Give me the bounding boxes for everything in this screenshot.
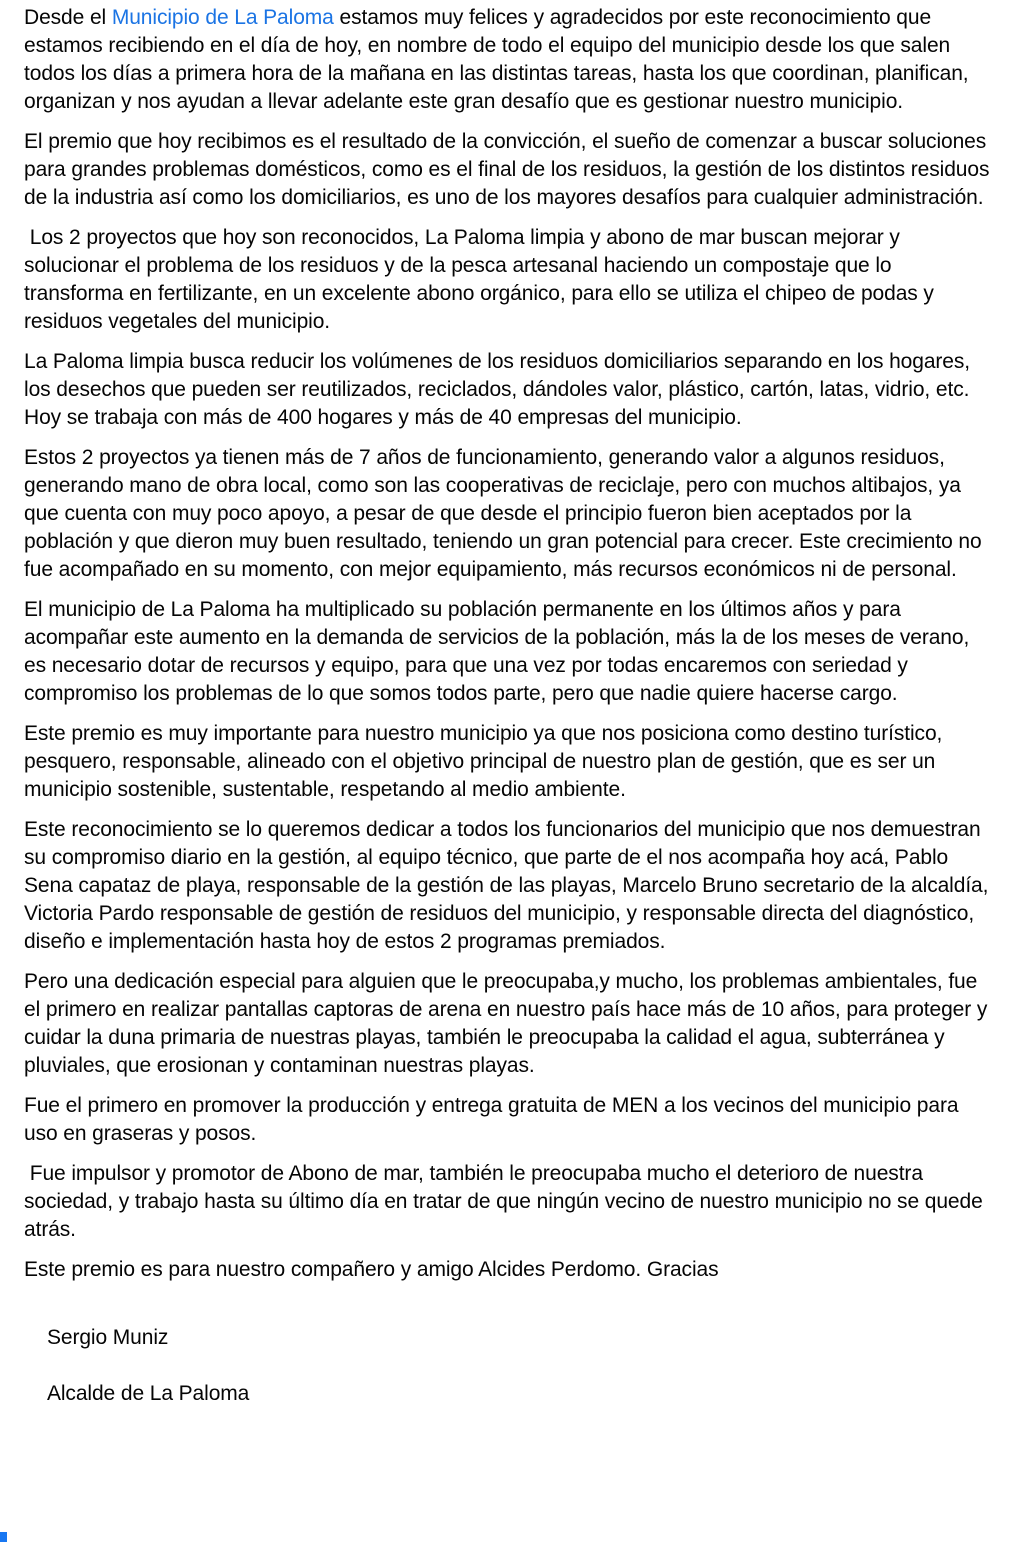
post-paragraph: Este reconocimiento se lo queremos dedicar a todos los funcionarios del municipio que nos demuestran su compromiso diario en la gestión, al equipo técnico, que parte de el nos acompaña hoy acá, Pablo Sena capataz de playa, responsable de la gestión de las playas, Marcelo Bruno secretario de la alcaldía, Victoria Pardo responsable de gestión de residuos del municipio, y responsable directa del diagnóstico, diseño e implementación hasta hoy de estos 2 programas premiados.	[24, 818, 995, 953]
signature-name: Sergio Muniz	[46, 1326, 169, 1349]
municipio-page-link[interactable]: Municipio de La Paloma	[111, 6, 334, 29]
post-paragraph: Estos 2 proyectos ya tienen más de 7 años de funcionamiento, generando valor a algunos residuos, generando mano de obra local, como son las cooperativas de reciclaje, pero con muchos altibajos, ya que cuenta con muy poco apoyo, a pesar de que desde el principio fueron bien aceptados por la población y que dieron muy buen resultado, teniendo un gran potencial para crecer. Este crecimiento no fue acompañado en su momento, con mejor equipamiento, más recursos económicos ni de personal.	[24, 446, 988, 581]
post-paragraph: Este premio es para nuestro compañero y amigo Alcides Perdomo. Gracias	[24, 1258, 719, 1281]
post-paragraph: Fue impulsor y promotor de Abono de mar, también le preocupaba mucho el deterioro de nuestra sociedad, y trabajo hasta su último día en tratar de que ningún vecino de nuestro municipio no se quede atrás.	[24, 1162, 989, 1241]
post-paragraph: Pero una dedicación especial para alguien que le preocupaba,y mucho, los problemas ambientales, fue el primero en realizar pantallas captoras de arena en nuestro país hace más de 10 años, para proteger y cuidar la duna primaria de nuestras playas, también le preocupaba la calidad el agua, subterránea y pluviales, que erosionan y contaminan nuestras playas.	[24, 970, 994, 1077]
intro-prefix-text: Desde el	[24, 6, 112, 29]
post-paragraph: Los 2 proyectos que hoy son reconocidos, La Paloma limpia y abono de mar buscan mejorar y solucionar el problema de los residuos y de la pesca artesanal haciendo un compostaje que lo transforma en fertilizante, en un excelente abono orgánico, para ello se utiliza el chipeo de podas y residuos vegetales del municipio.	[24, 226, 940, 333]
post-paragraph: Fue el primero en promover la producción y entrega gratuita de MEN a los vecinos del municipio para uso en graseras y posos.	[24, 1094, 965, 1145]
post-signature	[24, 1296, 992, 1436]
post-paragraph-intro	[24, 4, 992, 116]
post-paragraph: Este premio es muy importante para nuestro municipio ya que nos posiciona como destino turístico, pesquero, responsable, alineado con el objetivo principal de nuestro plan de gestión, que es ser un municipio sostenible, sustentable, respetando al medio ambiente.	[24, 722, 949, 801]
post-paragraph: El premio que hoy recibimos es el resultado de la convicción, el sueño de comenzar a buscar soluciones para grandes problemas domésticos, como es el final de los residuos, la gestión de los distintos residuos de la industria así como los domiciliarios, es uno de los mayores desafíos para cualquier administración.	[24, 130, 996, 209]
cutoff-blue-link-fragment[interactable]	[0, 1532, 7, 1542]
post-paragraph: El municipio de La Paloma ha multiplicado su población permanente en los últimos años y para acompañar este aumento en la demanda de servicios de la población, más la de los meses de verano, es necesario dotar de recursos y equipo, para que una vez por todas encaremos con seriedad y compromiso los problemas de lo que somos todos parte, pero que nadie quiere hacerse cargo.	[24, 598, 975, 705]
signature-title: Alcalde de La Paloma	[46, 1382, 250, 1405]
post-paragraph: La Paloma limpia busca reducir los volúmenes de los residuos domiciliarios separando en los hogares, los desechos que pueden ser reutilizados, reciclados, dándoles valor, plástico, cartón, latas, vidrio, etc. Hoy se trabaja con más de 400 hogares y más de 40 empresas del municipio.	[24, 350, 976, 429]
intro-suffix-text: estamos muy felices y agradecidos por este reconocimiento que estamos recibiendo en el día de hoy, en nombre de todo el equipo del municipio desde los que salen todos los días a primera hora de la mañana en las distintas tareas, hasta los que coordinan, planifican, organizan y nos ayudan a llevar adelante este gran desafío que es gestionar nuestro municipio.	[24, 6, 975, 113]
